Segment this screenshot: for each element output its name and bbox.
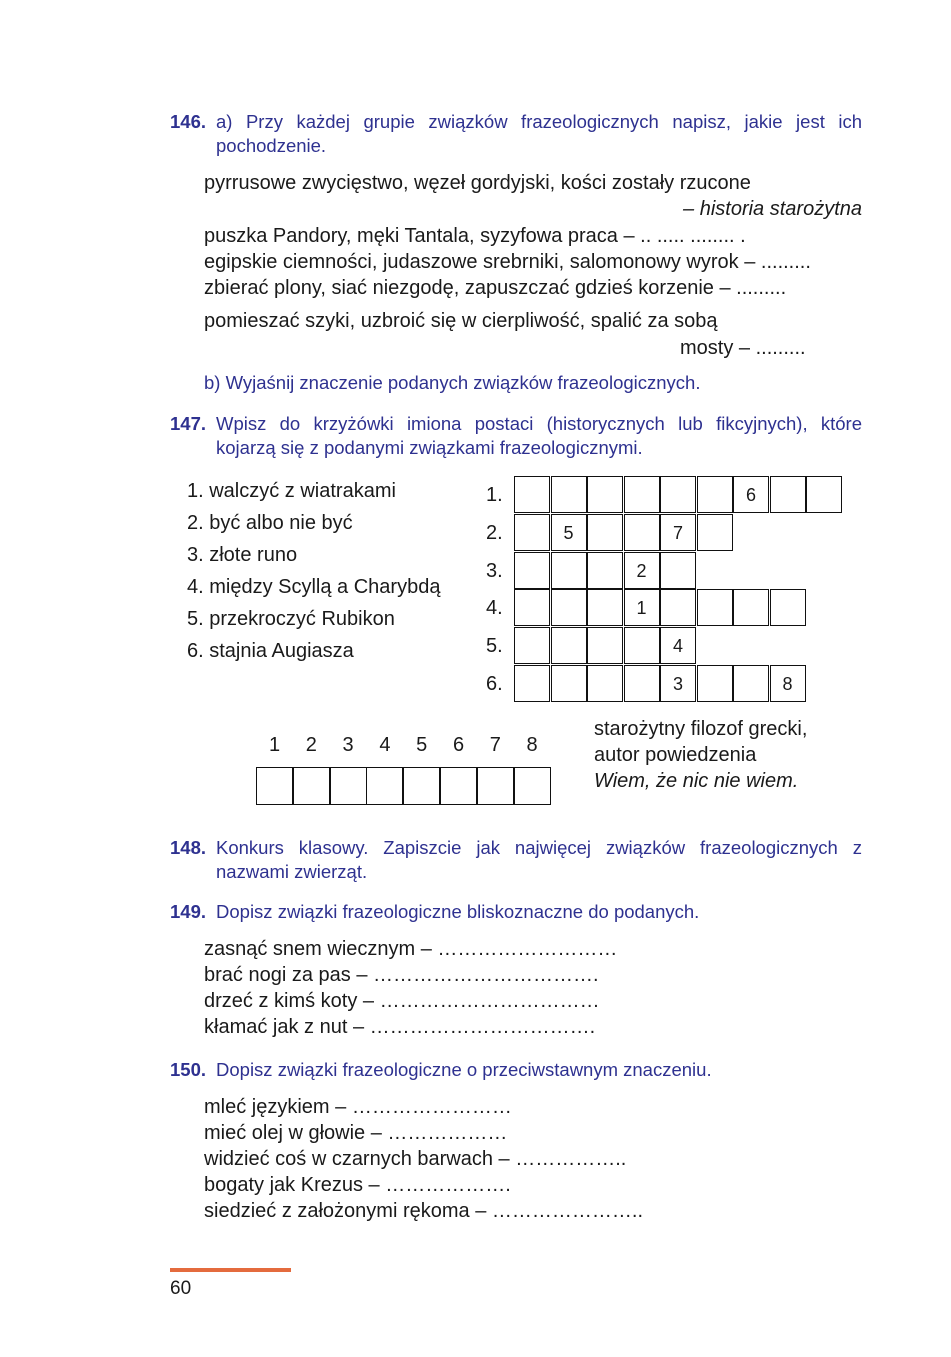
crossword-row-number: 6. bbox=[486, 673, 503, 695]
crossword-cell[interactable] bbox=[587, 589, 623, 626]
solution-cell[interactable] bbox=[256, 767, 293, 805]
crossword-row-number: 2. bbox=[486, 521, 503, 544]
crossword-cell[interactable] bbox=[551, 665, 587, 702]
crossword-cell[interactable] bbox=[624, 665, 660, 702]
crossword-cell[interactable] bbox=[551, 589, 587, 626]
solution-hint: starożytny filozof grecki, bbox=[594, 718, 808, 740]
clue-item: 2. być albo nie być bbox=[187, 512, 353, 534]
crossword-cell[interactable] bbox=[587, 514, 623, 551]
clue-item: 6. stajnia Augiasza bbox=[187, 640, 354, 662]
crossword-cell[interactable] bbox=[514, 476, 550, 513]
crossword-cell-number: 3 bbox=[672, 674, 683, 694]
crossword-cell[interactable] bbox=[660, 514, 696, 551]
crossword-cell[interactable] bbox=[660, 589, 696, 626]
solution-number: 1 bbox=[268, 734, 281, 756]
instruction: Konkurs klasowy. Zapiszcie jak najwięcej związków frazeologicznych z bbox=[216, 837, 862, 858]
crossword-row-number: 3. bbox=[486, 559, 503, 582]
phrase-line: widzieć coś w czarnych barwach – …………….. bbox=[204, 1148, 627, 1170]
phrase-line: drzeć z kimś koty – …………………………… bbox=[204, 990, 600, 1012]
phrase-line: siedzieć z założonymi rękoma – ………………….. bbox=[204, 1200, 644, 1222]
phrase-line: zbierać plony, siać niezgodę, zapuszczać gdzieś korzenie – ......... bbox=[204, 277, 787, 299]
crossword-cell[interactable] bbox=[551, 514, 587, 551]
solution-cell[interactable] bbox=[293, 767, 330, 805]
crossword-cell-number: 6 bbox=[745, 485, 756, 505]
crossword-cell[interactable] bbox=[587, 552, 623, 589]
crossword-cell[interactable] bbox=[587, 665, 623, 702]
solution-cell[interactable] bbox=[514, 767, 551, 805]
crossword-row-number: 1. bbox=[486, 484, 503, 506]
crossword-cell[interactable] bbox=[660, 552, 696, 589]
crossword-cell[interactable] bbox=[624, 589, 660, 626]
crossword-cell[interactable] bbox=[514, 665, 550, 702]
instruction-a: a) Przy każdej grupie związków frazeologicznych napisz, jakie jest ich bbox=[216, 111, 862, 132]
crossword-cell[interactable] bbox=[733, 665, 769, 702]
solution-number: 7 bbox=[489, 734, 501, 756]
exercise-number: 146. bbox=[170, 111, 207, 132]
crossword-cell[interactable] bbox=[697, 476, 733, 513]
clue-item: 1. walczyć z wiatrakami bbox=[187, 480, 396, 502]
exercise-146 bbox=[170, 110, 862, 400]
solution-hint-quote: Wiem, że nic nie wiem. bbox=[594, 770, 799, 792]
solution-number: 5 bbox=[416, 734, 428, 756]
crossword-cell[interactable] bbox=[660, 665, 696, 702]
crossword-cell[interactable] bbox=[697, 589, 733, 626]
solution-cell[interactable] bbox=[403, 767, 440, 805]
solution-number: 8 bbox=[526, 734, 538, 756]
crossword-cell[interactable] bbox=[733, 476, 769, 513]
exercise-number: 150. bbox=[170, 1059, 207, 1080]
solution-cell[interactable] bbox=[477, 767, 514, 805]
solution-cell[interactable] bbox=[366, 767, 403, 805]
crossword-cell[interactable] bbox=[514, 589, 550, 626]
crossword-cell[interactable] bbox=[660, 476, 696, 513]
exercise-147 bbox=[170, 412, 862, 472]
crossword-cell-number: 1 bbox=[636, 598, 647, 619]
instruction: Dopisz związki frazeologiczne bliskoznaczne do podanych. bbox=[216, 901, 700, 922]
crossword-cell[interactable] bbox=[514, 514, 550, 551]
phrase-line: brać nogi za pas – ……………………………. bbox=[204, 964, 599, 986]
phrase-line: egipskie ciemności, judaszowe srebrniki, salomonowy wyrok – ......... bbox=[204, 251, 811, 273]
phrase-line: mieć olej w głowie – ……………… bbox=[204, 1122, 508, 1144]
solution-number: 3 bbox=[342, 734, 354, 756]
instruction-cont: kojarzą się z podanymi związkami frazeologicznymi. bbox=[216, 437, 643, 458]
crossword-cell[interactable] bbox=[770, 589, 806, 626]
solution-number: 6 bbox=[452, 734, 465, 756]
crossword-cell-number: 4 bbox=[672, 636, 683, 657]
exercise-number: 148. bbox=[170, 837, 207, 858]
solution-hint: autor powiedzenia bbox=[594, 744, 757, 766]
exercise-148 bbox=[170, 836, 862, 886]
solution-number: 2 bbox=[305, 734, 317, 756]
page-number: 60 bbox=[170, 1278, 192, 1299]
phrase-line: kłamać jak z nut – ……………………………. bbox=[204, 1016, 596, 1038]
crossword-cell[interactable] bbox=[697, 665, 733, 702]
crossword-cell[interactable] bbox=[733, 589, 769, 626]
phrase-line: pomieszać szyki, uzbroić się w cierpliwość, spalić za sobą bbox=[204, 310, 718, 332]
crossword-cell[interactable] bbox=[660, 627, 696, 664]
instruction-b: b) Wyjaśnij znaczenie podanych związków frazeologicznych. bbox=[204, 372, 701, 393]
clue-item: 4. między Scyllą a Charybdą bbox=[187, 576, 441, 598]
crossword-cell[interactable] bbox=[551, 552, 587, 589]
phrase-line: zasnąć snem wiecznym – ……………………… bbox=[204, 938, 618, 960]
crossword-cell[interactable] bbox=[514, 627, 550, 664]
crossword-cell[interactable] bbox=[770, 476, 806, 513]
crossword-cell-number: 2 bbox=[636, 560, 647, 581]
crossword-cell-number: 7 bbox=[672, 522, 683, 543]
phrase-line: puszka Pandory, męki Tantala, syzyfowa praca – .. ..... ........ . bbox=[204, 225, 746, 247]
crossword-cell[interactable] bbox=[624, 514, 660, 551]
crossword-cell[interactable] bbox=[624, 552, 660, 589]
crossword-row-number: 4. bbox=[486, 597, 503, 620]
phrase-line: pyrrusowe zwycięstwo, węzeł gordyjski, kości zostały rzucone bbox=[204, 172, 751, 194]
footer-rule bbox=[170, 1268, 291, 1272]
crossword-cell-number: 5 bbox=[563, 522, 574, 543]
phrase-line: mleć językiem – …………………… bbox=[204, 1096, 512, 1118]
crossword-cell[interactable] bbox=[514, 552, 550, 589]
phrase-line: bogaty jak Krezus – ………………. bbox=[204, 1174, 511, 1196]
crossword-row-number: 5. bbox=[486, 635, 503, 658]
crossword-cell[interactable] bbox=[697, 514, 733, 551]
exercise-150 bbox=[170, 1058, 862, 1238]
phrase-line: mosty – ......... bbox=[680, 337, 806, 359]
exercise-number: 147. bbox=[170, 413, 207, 434]
clue-item: 3. złote runo bbox=[187, 544, 298, 566]
crossword-cell[interactable] bbox=[624, 627, 660, 664]
crossword-cell[interactable] bbox=[551, 627, 587, 664]
exercise-number: 149. bbox=[170, 901, 207, 922]
crossword-cell[interactable] bbox=[806, 476, 842, 513]
instruction-a-cont: pochodzenie. bbox=[216, 135, 327, 156]
answer-example: – historia starożytna bbox=[683, 198, 862, 220]
instruction-cont: nazwami zwierząt. bbox=[216, 861, 368, 882]
instruction: Dopisz związki frazeologiczne o przeciwstawnym znaczeniu. bbox=[216, 1059, 712, 1080]
instruction: Wpisz do krzyżówki imiona postaci (historycznych lub fikcyjnych), które bbox=[216, 413, 862, 434]
crossword-cell[interactable] bbox=[624, 476, 660, 513]
crossword-cell-number: 8 bbox=[782, 674, 793, 694]
solution-number: 4 bbox=[379, 734, 391, 756]
crossword-cell[interactable] bbox=[551, 476, 587, 513]
clue-item: 5. przekroczyć Rubikon bbox=[187, 608, 395, 630]
solution-cell[interactable] bbox=[330, 767, 367, 805]
crossword-cell[interactable] bbox=[587, 627, 623, 664]
crossword-cell[interactable] bbox=[770, 665, 806, 702]
exercise-149 bbox=[170, 900, 862, 1050]
crossword-cell[interactable] bbox=[587, 476, 623, 513]
solution-cell[interactable] bbox=[440, 767, 477, 805]
